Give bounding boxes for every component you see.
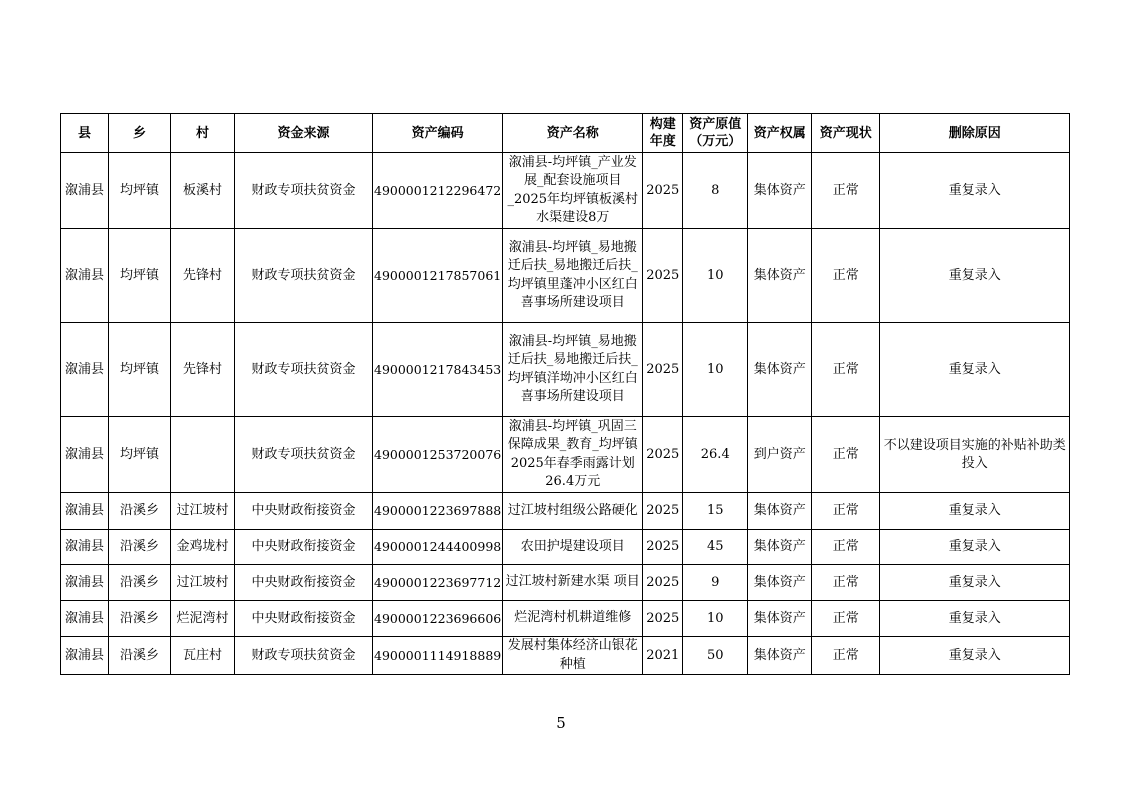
cell-fund-source: 财政专项扶贫资金 bbox=[235, 637, 373, 675]
cell-ownership: 集体资产 bbox=[748, 229, 812, 323]
table-row bbox=[61, 493, 1070, 530]
cell-status: 正常 bbox=[812, 601, 880, 637]
cell-fund-source: 财政专项扶贫资金 bbox=[235, 417, 373, 493]
cell-county: 溆浦县 bbox=[61, 229, 109, 323]
asset-deletion-table bbox=[60, 113, 1070, 675]
cell-township: 均坪镇 bbox=[109, 229, 171, 323]
cell-county: 溆浦县 bbox=[61, 417, 109, 493]
cell-fund-source: 财政专项扶贫资金 bbox=[235, 229, 373, 323]
cell-asset-name: 溆浦县-均坪镇_巩固三保障成果_教育_均坪镇2025年春季雨露计划26.4万元 bbox=[503, 417, 643, 493]
cell-original-value: 10 bbox=[683, 229, 748, 323]
table-row bbox=[61, 565, 1070, 601]
cell-asset-name: 过江坡村组级公路硬化 bbox=[503, 493, 643, 530]
cell-asset-name: 溆浦县-均坪镇_产业发展_配套设施项目_2025年均坪镇板溪村水渠建设8万 bbox=[503, 153, 643, 229]
cell-build-year: 2025 bbox=[643, 565, 683, 601]
header-build-year: 构建年度 bbox=[643, 114, 683, 153]
cell-asset-code: 4900001223696606 bbox=[373, 601, 503, 637]
cell-fund-source: 中央财政衔接资金 bbox=[235, 530, 373, 565]
cell-ownership: 集体资产 bbox=[748, 530, 812, 565]
cell-ownership: 集体资产 bbox=[748, 637, 812, 675]
header-ownership: 资产权属 bbox=[748, 114, 812, 153]
cell-asset-code: 4900001217857061 bbox=[373, 229, 503, 323]
cell-township: 沿溪乡 bbox=[109, 637, 171, 675]
cell-deletion-reason: 重复录入 bbox=[880, 229, 1070, 323]
cell-township: 沿溪乡 bbox=[109, 601, 171, 637]
header-asset-name: 资产名称 bbox=[503, 114, 643, 153]
header-deletion-reason: 删除原因 bbox=[880, 114, 1070, 153]
header-village: 村 bbox=[171, 114, 235, 153]
cell-status: 正常 bbox=[812, 530, 880, 565]
cell-build-year: 2025 bbox=[643, 601, 683, 637]
cell-village bbox=[171, 417, 235, 493]
cell-fund-source: 财政专项扶贫资金 bbox=[235, 153, 373, 229]
cell-deletion-reason: 重复录入 bbox=[880, 153, 1070, 229]
cell-asset-code: 4900001253720076 bbox=[373, 417, 503, 493]
cell-county: 溆浦县 bbox=[61, 565, 109, 601]
cell-deletion-reason: 重复录入 bbox=[880, 493, 1070, 530]
header-status: 资产现状 bbox=[812, 114, 880, 153]
table-row bbox=[61, 637, 1070, 675]
cell-village: 先锋村 bbox=[171, 229, 235, 323]
cell-status: 正常 bbox=[812, 417, 880, 493]
cell-asset-code: 4900001244400998 bbox=[373, 530, 503, 565]
cell-village: 烂泥湾村 bbox=[171, 601, 235, 637]
cell-original-value: 10 bbox=[683, 601, 748, 637]
cell-deletion-reason: 重复录入 bbox=[880, 565, 1070, 601]
cell-asset-name: 过江坡村新建水渠 项目 bbox=[503, 565, 643, 601]
table-row bbox=[61, 601, 1070, 637]
cell-build-year: 2025 bbox=[643, 530, 683, 565]
cell-build-year: 2025 bbox=[643, 417, 683, 493]
cell-original-value: 10 bbox=[683, 323, 748, 417]
cell-township: 均坪镇 bbox=[109, 417, 171, 493]
cell-asset-code: 4900001212296472 bbox=[373, 153, 503, 229]
cell-county: 溆浦县 bbox=[61, 323, 109, 417]
cell-status: 正常 bbox=[812, 323, 880, 417]
cell-ownership: 到户资产 bbox=[748, 417, 812, 493]
cell-original-value: 8 bbox=[683, 153, 748, 229]
cell-asset-code: 4900001223697888 bbox=[373, 493, 503, 530]
cell-build-year: 2025 bbox=[643, 229, 683, 323]
cell-asset-code: 4900001217843453 bbox=[373, 323, 503, 417]
cell-original-value: 45 bbox=[683, 530, 748, 565]
cell-village: 瓦庄村 bbox=[171, 637, 235, 675]
cell-asset-code: 4900001223697712 bbox=[373, 565, 503, 601]
table-row bbox=[61, 229, 1070, 323]
cell-village: 板溪村 bbox=[171, 153, 235, 229]
cell-village: 先锋村 bbox=[171, 323, 235, 417]
cell-deletion-reason: 重复录入 bbox=[880, 601, 1070, 637]
cell-asset-code: 4900001114918889 bbox=[373, 637, 503, 675]
cell-ownership: 集体资产 bbox=[748, 601, 812, 637]
cell-fund-source: 中央财政衔接资金 bbox=[235, 493, 373, 530]
table-header-row bbox=[61, 114, 1070, 153]
cell-build-year: 2025 bbox=[643, 323, 683, 417]
cell-build-year: 2021 bbox=[643, 637, 683, 675]
cell-deletion-reason: 重复录入 bbox=[880, 637, 1070, 675]
cell-status: 正常 bbox=[812, 565, 880, 601]
cell-asset-name: 烂泥湾村机耕道维修 bbox=[503, 601, 643, 637]
cell-ownership: 集体资产 bbox=[748, 565, 812, 601]
cell-original-value: 26.4 bbox=[683, 417, 748, 493]
cell-county: 溆浦县 bbox=[61, 601, 109, 637]
table-row bbox=[61, 530, 1070, 565]
cell-deletion-reason: 重复录入 bbox=[880, 323, 1070, 417]
cell-township: 沿溪乡 bbox=[109, 530, 171, 565]
cell-fund-source: 中央财政衔接资金 bbox=[235, 601, 373, 637]
cell-village: 金鸡垅村 bbox=[171, 530, 235, 565]
cell-township: 沿溪乡 bbox=[109, 493, 171, 530]
cell-deletion-reason: 重复录入 bbox=[880, 530, 1070, 565]
cell-original-value: 9 bbox=[683, 565, 748, 601]
header-original-value: 资产原值（万元） bbox=[683, 114, 748, 153]
cell-ownership: 集体资产 bbox=[748, 153, 812, 229]
table-row bbox=[61, 417, 1070, 493]
cell-ownership: 集体资产 bbox=[748, 493, 812, 530]
table-row bbox=[61, 323, 1070, 417]
cell-status: 正常 bbox=[812, 637, 880, 675]
cell-ownership: 集体资产 bbox=[748, 323, 812, 417]
cell-deletion-reason: 不以建设项目实施的补贴补助类投入 bbox=[880, 417, 1070, 493]
cell-village: 过江坡村 bbox=[171, 565, 235, 601]
cell-fund-source: 中央财政衔接资金 bbox=[235, 565, 373, 601]
header-county: 县 bbox=[61, 114, 109, 153]
cell-status: 正常 bbox=[812, 493, 880, 530]
header-township: 乡 bbox=[109, 114, 171, 153]
cell-township: 均坪镇 bbox=[109, 153, 171, 229]
cell-township: 均坪镇 bbox=[109, 323, 171, 417]
table-row bbox=[61, 153, 1070, 229]
cell-county: 溆浦县 bbox=[61, 493, 109, 530]
cell-village: 过江坡村 bbox=[171, 493, 235, 530]
cell-build-year: 2025 bbox=[643, 493, 683, 530]
cell-fund-source: 财政专项扶贫资金 bbox=[235, 323, 373, 417]
cell-build-year: 2025 bbox=[643, 153, 683, 229]
cell-asset-name: 农田护堤建设项目 bbox=[503, 530, 643, 565]
page-number: 5 bbox=[556, 714, 566, 732]
cell-original-value: 50 bbox=[683, 637, 748, 675]
cell-county: 溆浦县 bbox=[61, 153, 109, 229]
header-asset-code: 资产编码 bbox=[373, 114, 503, 153]
header-fund-source: 资金来源 bbox=[235, 114, 373, 153]
cell-asset-name: 发展村集体经济山银花种植 bbox=[503, 637, 643, 675]
cell-status: 正常 bbox=[812, 153, 880, 229]
cell-asset-name: 溆浦县-均坪镇_易地搬迁后扶_易地搬迁后扶_均坪镇里蓬冲小区红白喜事场所建设项目 bbox=[503, 229, 643, 323]
cell-county: 溆浦县 bbox=[61, 530, 109, 565]
cell-status: 正常 bbox=[812, 229, 880, 323]
cell-asset-name: 溆浦县-均坪镇_易地搬迁后扶_易地搬迁后扶_均坪镇洋坳冲小区红白喜事场所建设项目 bbox=[503, 323, 643, 417]
cell-township: 沿溪乡 bbox=[109, 565, 171, 601]
cell-county: 溆浦县 bbox=[61, 637, 109, 675]
cell-original-value: 15 bbox=[683, 493, 748, 530]
